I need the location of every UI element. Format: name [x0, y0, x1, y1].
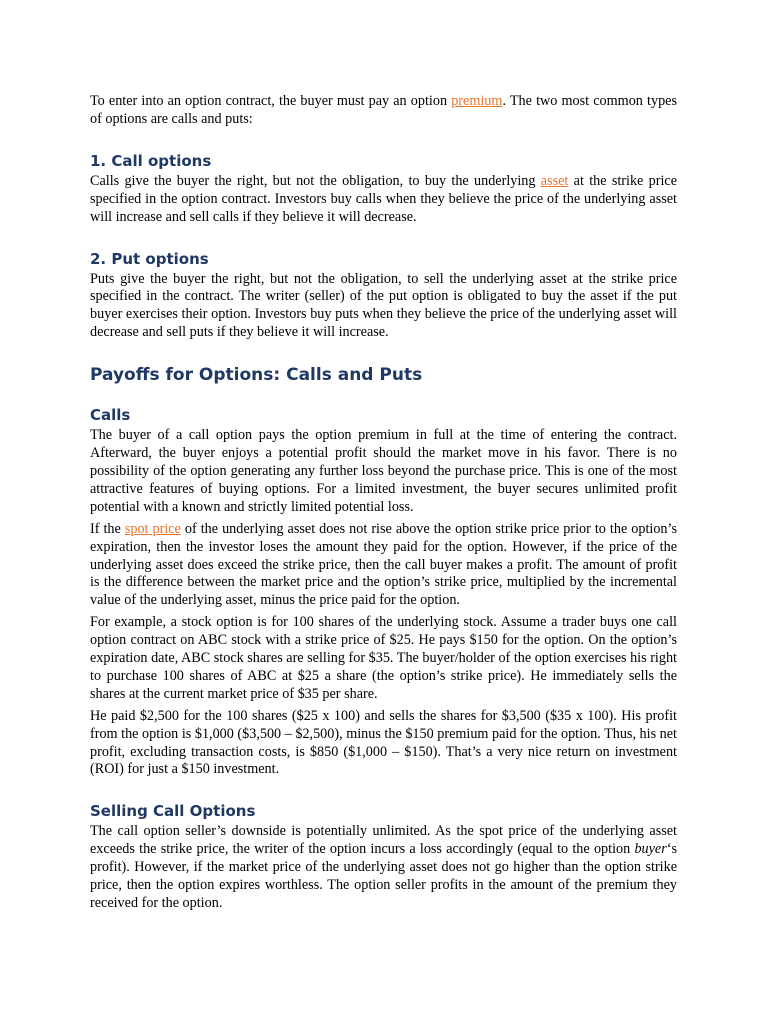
selling-calls-text-before: The call option seller’s downside is potentially unlimited. As the spot price of the underlying asset exceeds the strike price, the writer of the option incurs a loss accordingly (equal to the option: [90, 823, 677, 858]
spot-price-link[interactable]: spot price: [124, 520, 181, 537]
selling-call-options-paragraph: [90, 823, 677, 913]
call-options-paragraph: [90, 173, 677, 227]
selling-calls-text-after: ‘s profit). However, if the market price of the underlying asset does not go higher than the option strike price, then the option expires worthless. The option seller profits in the amount of the premium they received for the option.: [90, 841, 677, 911]
buyer-italic: buyer: [634, 841, 667, 858]
calls-paragraph-1: The buyer of a call option pays the option premium in full at the time of entering the contract. Afterward, the buyer enjoys a potential profit should the market move in his favor. There is no possibility of the option generating any further loss beyond the purchase price. This is one of the most attractive features of buying options. For a limited investment, the buyer secures unlimited profit potential with a known and strictly limited potential loss.: [90, 427, 677, 515]
intro-text-before: To enter into an option contract, the buyer must pay an option: [90, 93, 452, 109]
calls-heading: Calls: [90, 406, 131, 425]
payoffs-heading: Payoffs for Options: Calls and Puts: [90, 365, 423, 386]
asset-link[interactable]: asset: [540, 172, 569, 189]
calls-paragraph-3: For example, a stock option is for 100 shares of the underlying stock. Assume a trader buys one call option contract on ABC stock with a strike price of $25. He pays $150 for the option. On the option’s expiration date, ABC stock shares are selling for $35. The buyer/holder of the option exercises his right to purchase 100 shares of ABC at $25 a share (the option’s strike price). He immediately sells the shares at the current market price of $35 per share.: [90, 614, 677, 702]
call-options-heading: 1. Call options: [90, 151, 212, 170]
premium-link[interactable]: premium: [451, 93, 503, 109]
calls-paragraph-2: [90, 521, 677, 611]
selling-call-options-heading: Selling Call Options: [90, 802, 256, 821]
calls-paragraph-4: He paid $2,500 for the 100 shares ($25 x 100) and sells the shares for $3,500 ($35 x 100). His profit from the option is $1,000 ($3,500 – $2,500), minus the $150 premium paid for the option. Thus, his net profit, excluding transaction costs, is $850 ($1,000 – $150). That’s a very nice return on investment (ROI) for just a $150 investment.: [90, 707, 677, 778]
intro-text-after: . The two most common types of options are calls and puts:: [90, 93, 677, 127]
calls-p2-text-before: If the: [90, 520, 125, 537]
put-options-heading: 2. Put options: [90, 249, 209, 268]
intro-paragraph: [90, 93, 677, 129]
put-options-paragraph: Puts give the buyer the right, but not the obligation, to sell the underlying asset at the strike price specified in the contract. The writer (seller) of the put option is obligated to buy the asset if the put buyer exercises their option. Investors buy puts when they believe the price of the underlying asset will decrease and sell puts if they believe it will increase.: [90, 270, 677, 341]
call-options-text-before: Calls give the buyer the right, but not the obligation, to buy the underlying: [90, 172, 541, 189]
calls-p2-text-after: of the underlying asset does not rise above the option strike price prior to the option’s expiration, then the investor loses the amount they paid for the option. However, if the price of the underlying asset does exceed the strike price, then the call buyer makes a profit. The amount of profit is the difference between the market price and the option’s strike price, multiplied by the incremental value of the underlying asset, minus the price paid for the option.: [90, 520, 677, 609]
call-options-text-after: at the strike price specified in the option contract. Investors buy calls when they believe the price of the underlying asset will increase and sell calls if they believe it will decrease.: [90, 172, 677, 225]
document-page: [90, 93, 677, 913]
